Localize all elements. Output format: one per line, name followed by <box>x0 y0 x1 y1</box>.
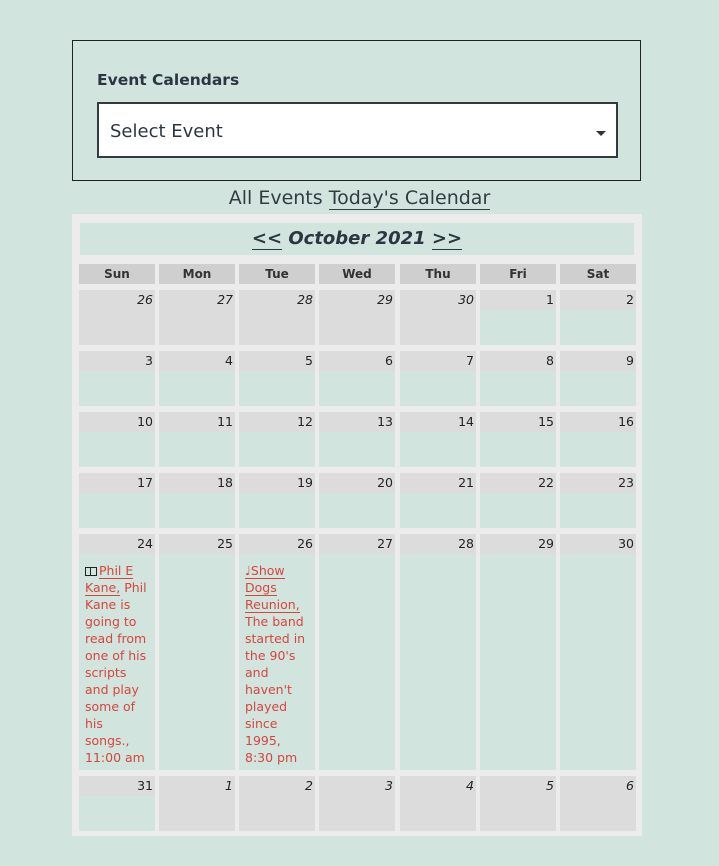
day-number: 5 <box>239 351 315 371</box>
music-note-icon: ♩ <box>245 563 251 578</box>
next-month-link[interactable]: >> <box>431 228 463 249</box>
day-cell <box>79 412 155 467</box>
day-number: 30 <box>560 534 636 554</box>
day-cell <box>480 351 556 406</box>
day-number: 4 <box>400 776 476 796</box>
day-cell <box>480 412 556 467</box>
day-cell <box>480 534 556 770</box>
day-number: 3 <box>319 776 395 796</box>
calendar-event <box>85 562 151 766</box>
event-title: Show Dogs Reunion, <box>245 563 300 612</box>
todays-calendar-link[interactable]: Today's Calendar <box>328 187 491 209</box>
day-of-week-header: Sun <box>79 264 155 284</box>
day-cell <box>319 473 395 528</box>
day-number: 23 <box>560 473 636 493</box>
day-number: 6 <box>319 351 395 371</box>
day-cell <box>79 290 155 345</box>
day-cell <box>239 351 315 406</box>
day-cell <box>239 290 315 345</box>
event-description: The band started in the 90's and haven't played since 1995, 8:30 pm <box>245 614 306 765</box>
calendar <box>72 214 642 836</box>
day-number: 3 <box>79 351 155 371</box>
day-cell <box>79 473 155 528</box>
event-title-link[interactable] <box>245 563 300 613</box>
day-cell <box>480 290 556 345</box>
day-of-week-header: Tue <box>239 264 315 284</box>
day-cell <box>400 776 476 831</box>
day-cell <box>319 776 395 831</box>
day-cell <box>159 351 235 406</box>
day-number: 6 <box>560 776 636 796</box>
day-number: 7 <box>400 351 476 371</box>
day-cell <box>319 534 395 770</box>
event-title: Phil E Kane, <box>85 563 134 595</box>
day-number: 26 <box>239 534 315 554</box>
day-cell <box>159 473 235 528</box>
day-number: 21 <box>400 473 476 493</box>
day-of-week-header: Thu <box>400 264 476 284</box>
event-select[interactable] <box>97 102 618 158</box>
day-number: 15 <box>480 412 556 432</box>
day-cell <box>400 290 476 345</box>
day-cell <box>560 473 636 528</box>
day-number: 18 <box>159 473 235 493</box>
day-cell <box>239 412 315 467</box>
day-of-week-header: Sat <box>560 264 636 284</box>
day-cell <box>400 412 476 467</box>
chevron-down-icon <box>596 131 606 136</box>
calendar-links <box>0 187 719 209</box>
day-number: 25 <box>159 534 235 554</box>
day-number: 10 <box>79 412 155 432</box>
day-cell <box>79 351 155 406</box>
day-cell <box>319 412 395 467</box>
day-cell <box>239 776 315 831</box>
calendar-event <box>245 562 311 766</box>
day-cell <box>159 290 235 345</box>
month-title: October 2021 <box>288 228 426 249</box>
day-number: 17 <box>79 473 155 493</box>
day-cell <box>560 534 636 770</box>
day-number: 12 <box>239 412 315 432</box>
day-cell <box>400 534 476 770</box>
day-number: 24 <box>79 534 155 554</box>
day-cell <box>560 290 636 345</box>
day-cell <box>239 473 315 528</box>
all-events-text: All Events <box>228 187 323 209</box>
calendar-header <box>80 223 634 255</box>
day-number: 16 <box>560 412 636 432</box>
day-cell <box>560 776 636 831</box>
day-number: 2 <box>560 290 636 310</box>
day-cell <box>560 412 636 467</box>
day-number: 26 <box>79 290 155 310</box>
day-cell <box>560 351 636 406</box>
day-cell <box>159 412 235 467</box>
book-icon <box>85 567 97 576</box>
day-number: 1 <box>480 290 556 310</box>
day-cell <box>159 534 235 770</box>
day-cell <box>400 351 476 406</box>
day-number: 29 <box>480 534 556 554</box>
day-number: 28 <box>400 534 476 554</box>
day-cell <box>79 534 155 770</box>
day-cell <box>239 534 315 770</box>
event-calendars-filter <box>72 40 641 181</box>
day-cell <box>400 473 476 528</box>
day-number: 22 <box>480 473 556 493</box>
day-cell <box>159 776 235 831</box>
day-number: 11 <box>159 412 235 432</box>
day-cell <box>79 776 155 831</box>
day-number: 28 <box>239 290 315 310</box>
day-cell <box>319 290 395 345</box>
event-description: Phil Kane is going to read from one of his scripts and play some of his songs., 11:00 am <box>85 580 147 765</box>
day-number: 27 <box>159 290 235 310</box>
day-cell <box>480 776 556 831</box>
day-number: 14 <box>400 412 476 432</box>
prev-month-link[interactable]: << <box>251 228 283 249</box>
day-number: 9 <box>560 351 636 371</box>
day-number: 27 <box>319 534 395 554</box>
day-cell <box>319 351 395 406</box>
day-of-week-header: Wed <box>319 264 395 284</box>
day-number: 31 <box>79 776 155 796</box>
filter-label: Event Calendars <box>97 71 240 89</box>
day-number: 19 <box>239 473 315 493</box>
day-number: 5 <box>480 776 556 796</box>
day-number: 20 <box>319 473 395 493</box>
day-number: 29 <box>319 290 395 310</box>
day-number: 2 <box>239 776 315 796</box>
day-cell <box>480 473 556 528</box>
day-of-week-header: Fri <box>480 264 556 284</box>
event-select-value: Select Event <box>110 121 223 142</box>
day-number: 1 <box>159 776 235 796</box>
day-number: 4 <box>159 351 235 371</box>
day-of-week-header: Mon <box>159 264 235 284</box>
day-number: 8 <box>480 351 556 371</box>
day-number: 30 <box>400 290 476 310</box>
day-number: 13 <box>319 412 395 432</box>
